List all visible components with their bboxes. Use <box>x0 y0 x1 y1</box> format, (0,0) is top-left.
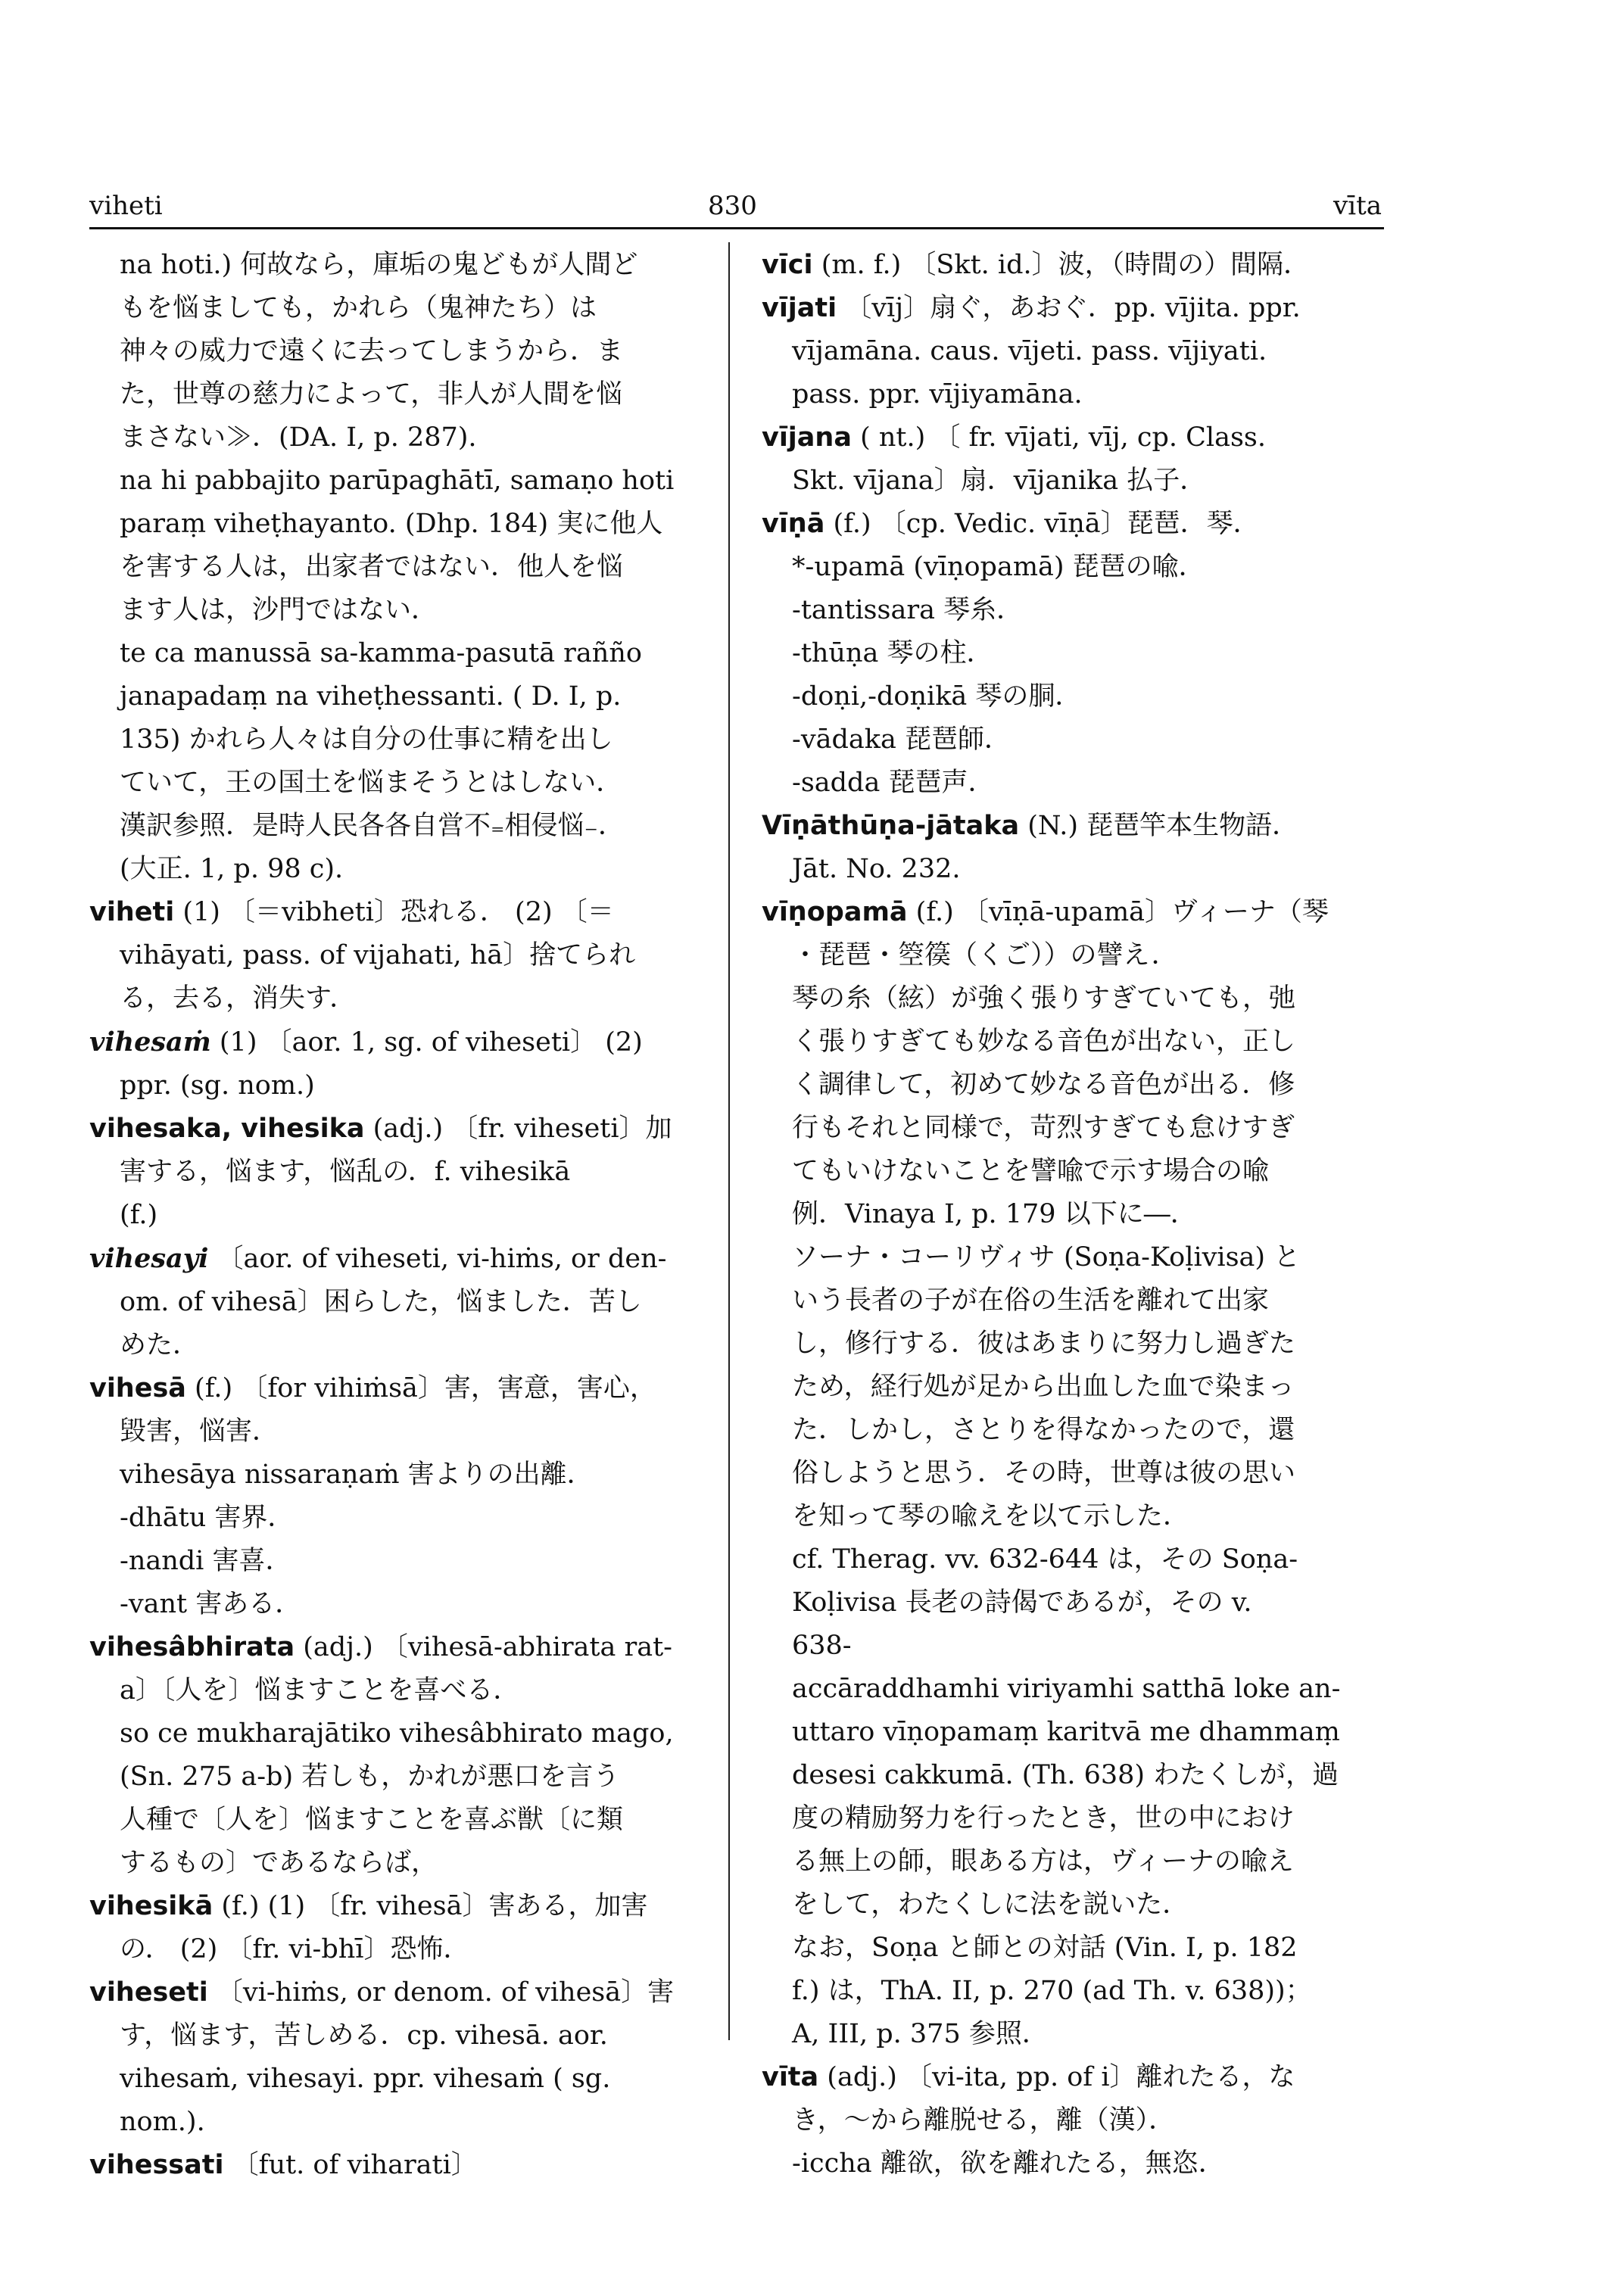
dictionary-entry <box>762 287 1382 330</box>
entry-line: き，～から離脱せる，離（漢）． <box>792 2105 1176 2136</box>
entry-definition: 〔aor. of viheseti, vi-hiṁs, or den- <box>208 1244 667 1274</box>
entry-line: ppr. (sg. nom.) <box>120 1070 315 1101</box>
entry-headword: vihesayi <box>89 1243 209 1274</box>
entry-headword: viheti <box>89 897 175 927</box>
dictionary-entry <box>89 2144 710 2187</box>
entry-line: 638- <box>792 1631 852 1661</box>
entry-line: ため，経行処が足から出血した血で染まっ <box>792 1372 1295 1402</box>
entry-line: ていて，王の国土を悩まそうとはしない． <box>120 768 623 798</box>
entry-line: pass. ppr. vījiyamāna. <box>792 379 1083 410</box>
entry-line: -iccha 離欲，欲を離れたる，無恣． <box>792 2148 1225 2179</box>
entry-line: 度の精励努力を行ったとき，世の中におけ <box>792 1803 1295 1833</box>
entry-line: る無上の師，眼ある方は，ヴィーナの喩え <box>792 1846 1294 1877</box>
entry-line: た．しかし，さとりを得なかったので，還 <box>792 1415 1295 1445</box>
entry-line: vījamāna. caus. vījeti. pass. vījiyati. <box>792 336 1267 366</box>
entry-line: を害する人は，出家者ではない．他人を悩 <box>120 552 624 582</box>
entry-line: *-upamā (vīṇopamā) 琵琶の喩． <box>792 552 1205 582</box>
entry-definition: (1) 〔aor. 1, sg. of viheseti〕 (2) <box>210 1027 643 1058</box>
entry-definition: 〔fut. of viharati〕 <box>223 2150 478 2180</box>
entry-line: -thūṇa 琴の柱． <box>792 638 993 668</box>
entry-line: 害する，悩ます，悩乱の．f. vihesikā <box>120 1157 571 1187</box>
left-column <box>89 244 710 2187</box>
entry-line: cf. Therag. vv. 632-644 は，その Soṇa- <box>792 1544 1298 1575</box>
entry-line: なお，Soṇa と師との対話 (Vin. I, p. 182 <box>792 1933 1298 1963</box>
entry-line: om. of vihesā〕困らした，悩ました．苦し <box>120 1287 642 1317</box>
entry-definition: (adj.) 〔vihesā-abhirata rat- <box>295 1632 672 1662</box>
entry-line: janapadaṃ na viheṭhessanti. ( D. I, p. <box>120 681 622 712</box>
entry-headword: Vīṇāthūṇa-jātaka <box>762 811 1020 841</box>
entry-definition: (N.) 琵琶竿本生物語． <box>1019 811 1299 841</box>
entry-line: Koḷivisa 長老の詩偈であるが，その v. <box>792 1587 1252 1618</box>
entry-line: na hoti.) 何故なら，庫垢の鬼どもが人間ど <box>120 250 638 280</box>
entry-line: す，悩ます，苦しめる．cp. vihesā. aor. <box>120 2020 608 2051</box>
entry-line: もを悩ましても，かれら（鬼神たち）は <box>120 293 597 323</box>
entry-headword: vihesaṁ <box>89 1027 211 1058</box>
entry-line: -sadda 琵琶声． <box>792 768 995 798</box>
entry-line: 毀害，悩害． <box>120 1416 279 1447</box>
entry-headword: vīta <box>762 2062 819 2092</box>
entry-line: 漢訳参照．是時人民各各自営不₌相侵悩₋． <box>120 811 625 841</box>
entry-line: -doṇi,-doṇikā 琴の胴． <box>792 681 1082 712</box>
dictionary-entry <box>89 891 710 934</box>
entry-line: の． (2) 〔fr. vi-bhī〕恐怖． <box>120 1934 470 1964</box>
entry-definition: (f.) 〔cp. Vedic. vīṇā〕琵琶．琴． <box>824 509 1260 539</box>
entry-line: A, III, p. 375 参照． <box>792 2019 1049 2049</box>
entry-line: desesi cakkumā. (Th. 638) わたくしが，過 <box>792 1760 1339 1790</box>
entry-headword: viheseti <box>89 1977 208 2008</box>
entry-line: る，去る，消失す． <box>120 983 357 1014</box>
entry-line: a〕〔人を〕悩ますことを喜べる． <box>120 1675 520 1706</box>
entry-definition: (m. f.) 〔Skt. id.〕波，（時間の）間隔． <box>812 250 1311 280</box>
dictionary-entry <box>762 244 1382 287</box>
dictionary-entry <box>89 1237 710 1281</box>
dictionary-entry <box>89 1108 710 1151</box>
entry-headword: vīci <box>762 250 813 280</box>
entry-headword: vīṇā <box>762 509 825 539</box>
entry-line: めた． <box>120 1330 200 1360</box>
right-column <box>762 244 1382 2186</box>
entry-line: く張りすぎても妙なる音色が出ない，正し <box>792 1027 1296 1057</box>
entry-line: so ce mukharajātiko vihesâbhirato mago, <box>120 1718 674 1749</box>
entry-line: (大正. 1, p. 98 c). <box>120 854 344 884</box>
entry-line: を知って琴の喩えを以て示した． <box>792 1501 1190 1531</box>
entry-line: (Sn. 275 a-b) 若しも，かれが悪口を言う <box>120 1762 620 1792</box>
dictionary-entry <box>89 1020 710 1064</box>
entry-line: -nandi 害喜． <box>120 1546 292 1576</box>
entry-line: Skt. vījana〕扇．vījanika 払子． <box>792 466 1207 496</box>
entry-line: -tantissara 琴糸． <box>792 595 1024 625</box>
entry-line: -dhātu 害界． <box>120 1503 295 1533</box>
dictionary-entry <box>89 1626 710 1669</box>
entry-line: vihesaṁ, vihesayi. ppr. vihesaṁ ( sg. <box>120 2064 611 2094</box>
entry-headword: vihesikā <box>89 1891 214 1921</box>
entry-line: te ca manussā sa-kamma-pasutā rañño <box>120 638 642 668</box>
dictionary-entry <box>89 1885 710 1928</box>
entry-line: vihesāya nissaraṇaṁ 害よりの出離． <box>120 1460 594 1490</box>
entry-definition: 〔vīj〕扇ぐ，あおぐ．pp. vījita. ppr. <box>837 293 1301 323</box>
entry-line: 神々の威力で遠くに去ってしまうから．ま <box>120 336 624 366</box>
entry-line: -vant 害ある． <box>120 1589 302 1619</box>
entry-headword: vihesâbhirata <box>89 1632 295 1662</box>
entry-line: するもの〕であるならば， <box>120 1848 438 1878</box>
entry-definition: (adj.) 〔vi-ita, pp. of i〕離れたる，な <box>818 2062 1295 2092</box>
entry-line: 135) かれら人々は自分の仕事に精を出し <box>120 724 613 755</box>
entry-line: ・琵琶・箜篌（くご））の譬え． <box>792 940 1178 970</box>
entry-line: 例．Vinaya I, p. 179 以下に―． <box>792 1199 1197 1229</box>
entry-line: f.) は，ThA. II, p. 270 (ad Th. v. 638))； <box>792 1976 1312 2006</box>
header-rule <box>89 227 1384 229</box>
entry-line: ソーナ・コーリヴィサ (Soṇa-Koḷivisa) と <box>792 1242 1301 1273</box>
dictionary-entry <box>89 1367 710 1410</box>
entry-definition: (f.) 〔for vihiṁsā〕害，害意，害心， <box>185 1373 656 1404</box>
entry-line: をして，わたくしに法を説いた． <box>792 1890 1189 1920</box>
entry-line: く調律して，初めて妙なる音色が出る．修 <box>792 1070 1295 1100</box>
dictionary-entry <box>762 416 1382 460</box>
running-head-left: viheti <box>89 191 163 221</box>
entry-definition: ( nt.) 〔 fr. vījati, vīj, cp. Class. <box>851 422 1267 453</box>
entry-line: いう長者の子が在俗の生活を離れて出家 <box>792 1285 1270 1316</box>
entry-line: し，修行する．彼はあまりに努力し過ぎた <box>792 1329 1296 1359</box>
entry-definition: 〔vi-hiṁs, or denom. of vihesā〕害 <box>207 1977 675 2008</box>
entry-line: na hi pabbajito parūpaghātī, samaṇo hoti <box>120 466 675 496</box>
entry-line: paraṃ viheṭhayanto. (Dhp. 184) 実に他人 <box>120 509 663 539</box>
entry-line: ます人は，沙門ではない． <box>120 595 438 625</box>
entry-line: てもいけないことを譬喩で示す場合の喩 <box>792 1156 1270 1186</box>
entry-line: 琴の糸（絃）が強く張りすぎていても，弛 <box>792 983 1296 1014</box>
entry-definition: (f.) 〔vīṇā-upamā〕ヴィーナ（琴 <box>907 897 1329 927</box>
entry-line: (f.) <box>120 1200 158 1230</box>
entry-headword: vījati <box>762 293 837 323</box>
dictionary-entry <box>89 1971 710 2014</box>
entry-line: 行もそれと同様で，苛烈すぎても怠けすぎ <box>792 1113 1295 1143</box>
dictionary-entry <box>762 891 1382 934</box>
entry-headword: vihessati <box>89 2150 224 2180</box>
entry-line: た，世尊の慈力によって，非人が人間を悩 <box>120 379 623 410</box>
running-head-right: vīta <box>1333 191 1382 221</box>
entry-definition: (1) 〔＝vibheti〕恐れる． (2) 〔＝ <box>174 897 614 927</box>
entry-line: nom.). <box>120 2107 205 2137</box>
column-divider <box>728 242 730 2040</box>
entry-line: まさない≫．(DA. I, p. 287). <box>120 422 477 453</box>
entry-line: accāraddhamhi viriyamhi satthā loke an- <box>792 1674 1341 1704</box>
entry-line: vihāyati, pass. of vijahati, hā〕捨てられ <box>120 940 636 970</box>
dictionary-entry <box>762 805 1382 848</box>
entry-headword: vīṇopamā <box>762 897 908 927</box>
entry-line: 俗しようと思う．その時，世尊は彼の思い <box>792 1458 1296 1488</box>
entry-line: Jāt. No. 232. <box>792 854 961 884</box>
entry-line: -vādaka 琵琶師． <box>792 724 1011 755</box>
entry-definition: (f.) (1) 〔fr. vihesā〕害ある，加害 <box>213 1891 648 1921</box>
dictionary-entry <box>762 2056 1382 2099</box>
entry-line: uttaro vīṇopamaṃ karitvā me dhammaṃ <box>792 1717 1340 1747</box>
page-number: 830 <box>708 191 757 221</box>
entry-definition: (adj.) 〔fr. viheseti〕加 <box>364 1114 672 1144</box>
entry-line: 人種で〔人を〕悩ますことを喜ぶ獣〔に類 <box>120 1805 624 1835</box>
dictionary-entry <box>762 503 1382 546</box>
entry-headword: vihesaka, vihesika <box>89 1114 365 1144</box>
entry-headword: vihesā <box>89 1373 186 1404</box>
entry-headword: vījana <box>762 422 852 453</box>
